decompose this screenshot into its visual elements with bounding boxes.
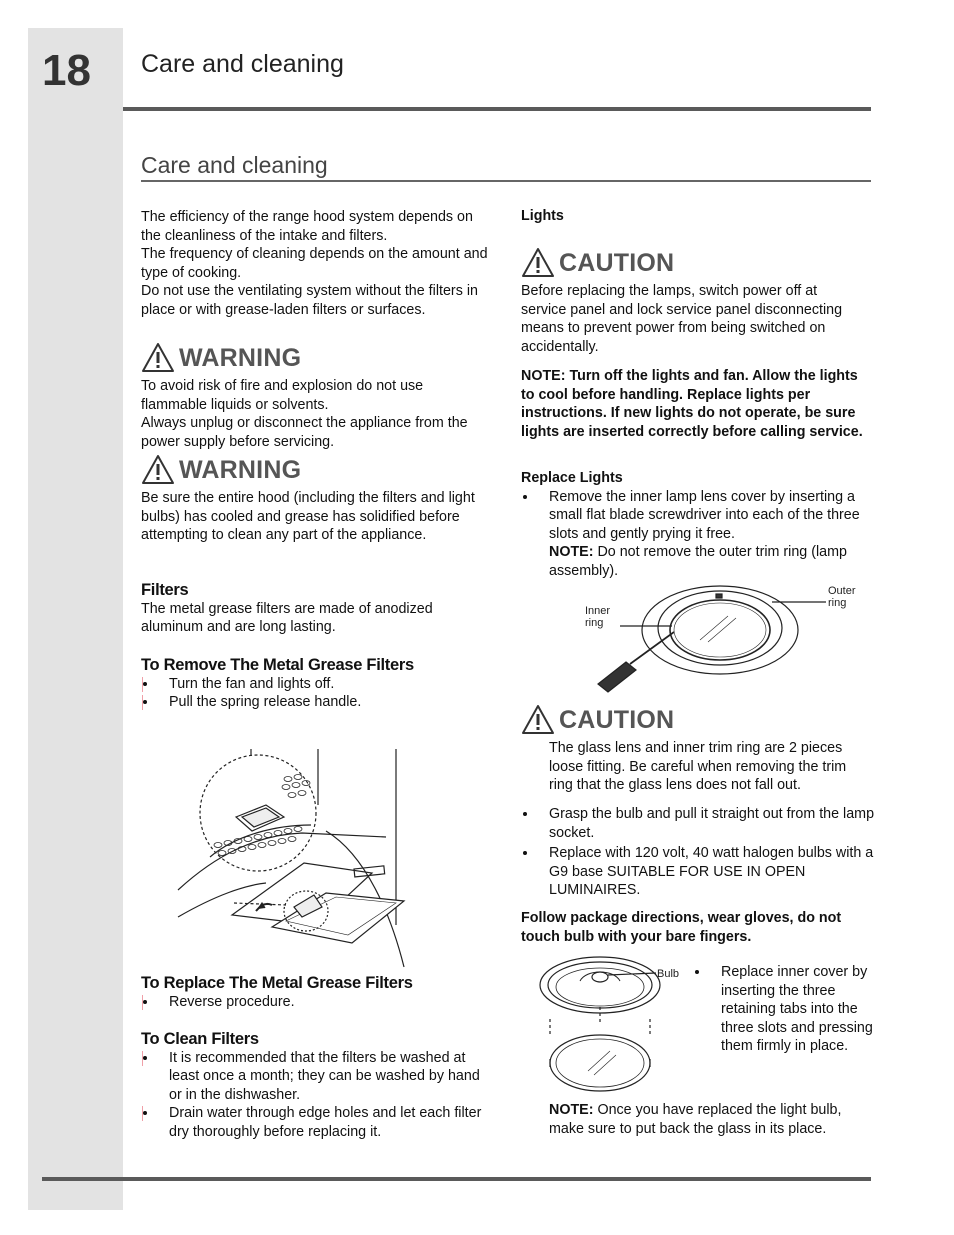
caution-triangle-icon xyxy=(521,247,555,279)
note-text: Do not remove the outer trim ring (lamp assembly). xyxy=(549,544,847,579)
cover-instructions xyxy=(693,963,879,1056)
warning-text: Be sure the entire hood (including the filters and light bulbs) has cooled and grease has solidified before attempting to clean any part of the appliance. xyxy=(141,490,475,544)
remove-filters-heading: To Remove The Metal Grease Filters xyxy=(141,656,414,674)
list-item: Turn the fan and lights off. xyxy=(141,675,491,694)
replace-filters-heading: To Replace The Metal Grease Filters xyxy=(141,974,413,992)
caution-label: CAUTION xyxy=(559,705,675,734)
warning-header xyxy=(141,341,491,375)
header-rule xyxy=(123,107,871,111)
intro-text xyxy=(141,208,491,320)
section-rule xyxy=(141,180,871,182)
warning-block-2 xyxy=(141,453,491,545)
lights-heading: Lights xyxy=(521,208,564,224)
note-label: NOTE: xyxy=(549,1102,594,1118)
replace-filters-section xyxy=(141,974,491,1011)
clean-filters-list xyxy=(141,1049,491,1142)
lamp-ring-illustration xyxy=(580,580,860,700)
filters-section xyxy=(141,581,491,637)
section-title: Care and cleaning xyxy=(141,152,328,178)
warning-header xyxy=(141,453,491,487)
gloves-warning: Follow package directions, wear gloves, do not touch bulb with your bare fingers. xyxy=(521,910,842,945)
list-item: Replace with 120 volt, 40 watt halogen bulbs with a G9 base SUITABLE FOR USE IN OPEN LUMINAIRES. xyxy=(521,844,877,900)
list-item: Replace inner cover by inserting the three retaining tabs into the three slots and pressing them firmly in place. xyxy=(693,963,879,1056)
list-item: Pull the spring release handle. xyxy=(141,693,491,712)
remove-filters-section xyxy=(141,656,491,712)
intro-paragraph-1: The efficiency of the range hood system depends on the cleanliness of the intake and filters. xyxy=(141,209,473,244)
list-item: It is recommended that the filters be washed at least once a month; they can be washed by hand or in the dishwasher. xyxy=(141,1049,491,1105)
caution-block-2 xyxy=(521,703,877,795)
note-text: Once you have replaced the light bulb, make sure to put back the glass in its place. xyxy=(549,1102,842,1137)
hood-filter-illustration xyxy=(176,745,406,973)
intro-paragraph-3: Do not use the ventilating system without the filters in place or with grease-laden filters or surfaces. xyxy=(141,283,478,318)
warning-triangle-icon xyxy=(141,454,175,486)
caution-block-1 xyxy=(521,246,877,356)
caution-text: Before replacing the lamps, switch power off at service panel and lock service panel disconnecting means to prevent power from being switched on accidentally. xyxy=(521,283,843,355)
list-item: Reverse procedure. xyxy=(141,993,491,1012)
filters-text: The metal grease filters are made of anodized aluminum and are long lasting. xyxy=(141,600,433,636)
footer-rule xyxy=(42,1177,871,1181)
bulb-label: Bulb xyxy=(657,968,680,980)
replace-filters-list xyxy=(141,993,491,1012)
replace-lights-section xyxy=(521,469,877,581)
filters-heading: Filters xyxy=(141,581,189,599)
caution-text: The glass lens and inner trim ring are 2 pieces loose fitting. Be careful when removing the trim ring that the glass lens does not fall out. xyxy=(549,740,847,794)
warning-text-2: Always unplug or disconnect the appliance from the power supply before servicing. xyxy=(141,415,468,450)
outer-ring-label: Outer ring xyxy=(828,585,856,609)
remove-filters-list xyxy=(141,675,491,712)
clean-filters-heading: To Clean Filters xyxy=(141,1030,259,1048)
clean-filters-section xyxy=(141,1030,491,1142)
caution-header xyxy=(521,703,877,737)
warning-label: WARNING xyxy=(179,343,302,372)
caution-label: CAUTION xyxy=(559,248,675,277)
lights-note: NOTE: Turn off the lights and fan. Allow the lights to cool before handling. Replace lights per instructions. If new lights do not operate, be sure lights are inserted correctly before calling service. xyxy=(521,368,863,440)
warning-text-1: To avoid risk of fire and explosion do not use flammable liquids or solvents. xyxy=(141,378,424,413)
page-sidebar xyxy=(28,28,123,1210)
list-item: Grasp the bulb and pull it straight out from the lamp socket. xyxy=(521,805,877,842)
list-item: Remove the inner lamp lens cover by inserting a small flat blade screwdriver into each of the three slots and gently prying it free. NOTE: Do not remove the outer trim ring (lamp assembly). xyxy=(521,488,877,581)
bulb-list xyxy=(521,805,877,900)
intro-paragraph-2: The frequency of cleaning depends on the amount and type of cooking. xyxy=(141,246,488,281)
replace-lights-list xyxy=(521,488,877,581)
note-label: NOTE: xyxy=(549,544,594,561)
header-title: Care and cleaning xyxy=(141,50,344,78)
final-note xyxy=(549,1101,849,1138)
page-number: 18 xyxy=(42,46,91,95)
warning-block-1 xyxy=(141,341,491,451)
inner-ring-label: Inner ring xyxy=(585,605,611,629)
caution-triangle-icon xyxy=(521,704,555,736)
list-item: Drain water through edge holes and let each filter dry thoroughly before replacing it. xyxy=(141,1104,491,1141)
replace-lights-heading: Replace Lights xyxy=(521,470,623,486)
warning-label: WARNING xyxy=(179,455,302,484)
bulb-section xyxy=(521,805,877,900)
caution-header xyxy=(521,246,877,280)
warning-triangle-icon xyxy=(141,342,175,374)
